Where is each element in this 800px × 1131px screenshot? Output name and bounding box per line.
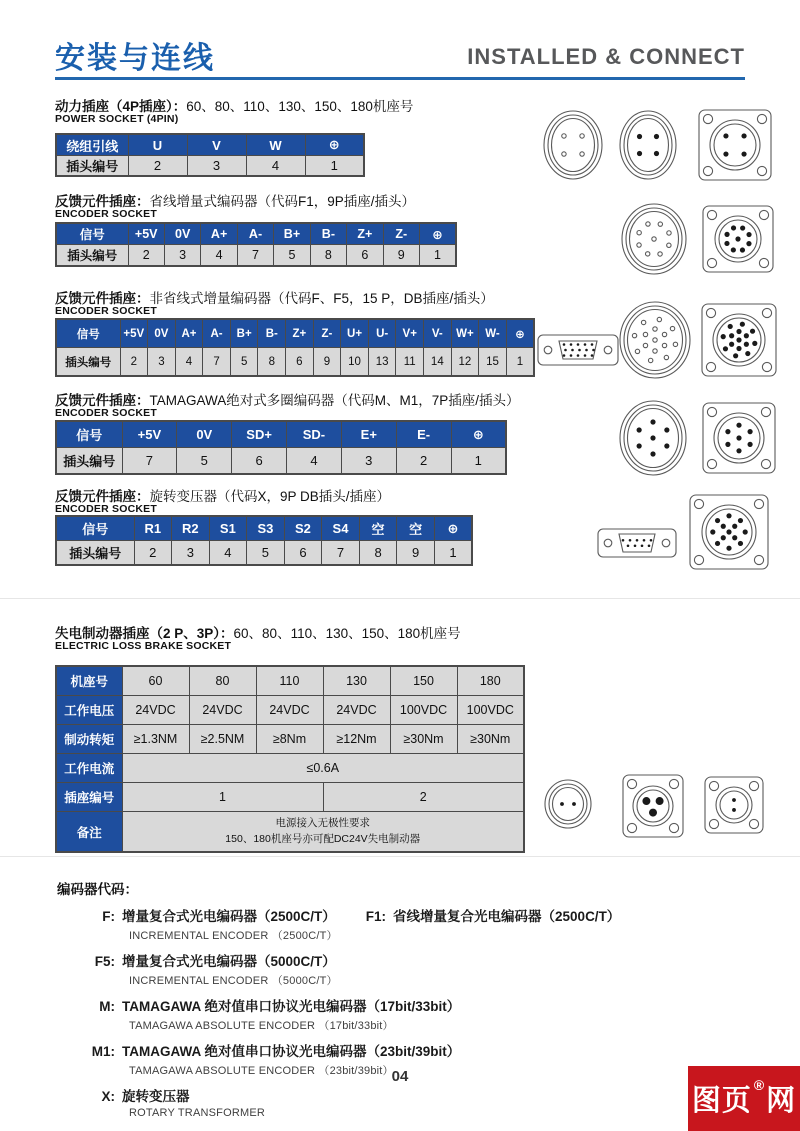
signal-cell: 0V bbox=[177, 421, 232, 448]
encoder-code-en: TAMAGAWA ABSOLUTE ENCODER （23bit/39bit） bbox=[129, 1065, 394, 1077]
frame-size-cell: 150 bbox=[390, 666, 457, 696]
brake-section-title bbox=[55, 622, 461, 642]
flange-socket-4pin bbox=[698, 109, 772, 181]
watermark-text-tail: 网 bbox=[766, 1085, 797, 1117]
frame-size-row-label: 机座号 bbox=[56, 666, 122, 696]
signal-cell: +5V bbox=[120, 319, 148, 348]
signal-cell: SD- bbox=[287, 421, 342, 448]
row-label: 插头编号 bbox=[56, 245, 128, 267]
torque-cell: ≥30Nm bbox=[457, 725, 524, 754]
frame-size-row bbox=[56, 666, 524, 696]
note-cell bbox=[122, 812, 524, 853]
brake-section-subtitle: ELECTRIC LOSS BRAKE SOCKET bbox=[55, 640, 232, 652]
frame-size-cell: 80 bbox=[189, 666, 256, 696]
signal-cell: 0V bbox=[164, 223, 200, 245]
pin-number-cell: 14 bbox=[424, 348, 452, 377]
pin-number-cell: 9 bbox=[383, 245, 419, 267]
torque-cell: ≥30Nm bbox=[390, 725, 457, 754]
section-3-title-bold: 反馈元件插座： bbox=[55, 291, 150, 306]
row-label: 插头编号 bbox=[56, 541, 134, 566]
section-4-subtitle: ENCODER SOCKET bbox=[55, 407, 157, 419]
round-plug-7pin bbox=[619, 400, 687, 476]
signal-cell: E- bbox=[396, 421, 451, 448]
socket-group-2-cell: 2 bbox=[323, 783, 524, 812]
pin-number-cell: 8 bbox=[258, 348, 286, 377]
socket-number-row-label: 插座编号 bbox=[56, 783, 122, 812]
signal-header-row bbox=[56, 516, 472, 541]
pin-number-cell: 11 bbox=[396, 348, 424, 377]
voltage-cell: 24VDC bbox=[256, 696, 323, 725]
pin-table-5 bbox=[55, 515, 473, 566]
pin-number-cell: 2 bbox=[128, 245, 164, 267]
current-cell: ≤0.6A bbox=[122, 754, 524, 783]
pin-table-3 bbox=[55, 318, 535, 377]
signal-header-row bbox=[56, 421, 506, 448]
signal-header-row bbox=[56, 319, 534, 348]
signal-cell: R2 bbox=[172, 516, 210, 541]
signal-cell: W bbox=[246, 134, 305, 156]
signal-cell: +5V bbox=[122, 421, 177, 448]
signal-header-row bbox=[56, 223, 456, 245]
signal-cell: B- bbox=[258, 319, 286, 348]
section-1-title bbox=[55, 95, 413, 115]
encoder-code-line bbox=[57, 995, 717, 1015]
encoder-code-cn-inline: 省线增量复合光电编码器（2500C/T） bbox=[393, 909, 621, 924]
flange-socket-15pin bbox=[701, 303, 777, 377]
encoder-code-en: INCREMENTAL ENCODER （2500C/T） bbox=[129, 930, 338, 942]
flange-plug-3pin bbox=[622, 774, 684, 838]
signal-cell: B+ bbox=[274, 223, 310, 245]
pin-number-cell: 7 bbox=[237, 245, 273, 267]
section-2-title-bold: 反馈元件插座： bbox=[55, 194, 150, 209]
encoder-code-key-inline: F1: bbox=[365, 909, 387, 924]
pin-number-cell: 6 bbox=[284, 541, 322, 566]
pin-number-cell: 2 bbox=[396, 448, 451, 475]
encoder-codes-title: 编码器代码： bbox=[57, 882, 138, 897]
section-5-subtitle: ENCODER SOCKET bbox=[55, 503, 157, 515]
current-row bbox=[56, 754, 524, 783]
title-underline bbox=[55, 77, 745, 80]
voltage-cell: 24VDC bbox=[323, 696, 390, 725]
section-1-title-bold: 动力插座（4P插座）： bbox=[55, 99, 187, 114]
pin-number-cell: 5 bbox=[230, 348, 258, 377]
pin-number-cell: 1 bbox=[305, 156, 364, 177]
signal-cell: U+ bbox=[341, 319, 369, 348]
header-label: 信号 bbox=[56, 223, 128, 245]
pin-number-cell: 12 bbox=[451, 348, 479, 377]
pin-number-cell: 7 bbox=[122, 448, 177, 475]
frame-size-cell: 130 bbox=[323, 666, 390, 696]
signal-cell: S4 bbox=[322, 516, 360, 541]
pin-number-cell: 5 bbox=[247, 541, 285, 566]
round-socket-2pin bbox=[544, 779, 592, 829]
flange-socket-9pin bbox=[702, 205, 774, 273]
signal-cell: W+ bbox=[451, 319, 479, 348]
pin-number-cell: 6 bbox=[232, 448, 287, 475]
encoder-code-line bbox=[57, 905, 717, 925]
voltage-cell: 100VDC bbox=[457, 696, 524, 725]
section-3-title bbox=[55, 287, 494, 307]
section-1-title-rest: 60、80、110、130、150、180机座号 bbox=[186, 99, 414, 114]
pin-number-cell: 3 bbox=[172, 541, 210, 566]
pin-number-cell: 8 bbox=[359, 541, 397, 566]
voltage-row bbox=[56, 696, 524, 725]
pin-number-cell: 4 bbox=[246, 156, 305, 177]
voltage-cell: 24VDC bbox=[122, 696, 189, 725]
pin-number-cell: 6 bbox=[286, 348, 314, 377]
section-5-title-bold: 反馈元件插座： bbox=[55, 489, 150, 504]
socket-group-1-cell: 1 bbox=[122, 783, 323, 812]
signal-cell: V- bbox=[424, 319, 452, 348]
pin-number-cell: 3 bbox=[148, 348, 176, 377]
pin-number-cell: 8 bbox=[310, 245, 346, 267]
brake-section-title-bold: 失电制动器插座（2 P、3P）： bbox=[55, 626, 234, 641]
header-label: 信号 bbox=[56, 319, 120, 348]
ground-symbol-cell: ⊕ bbox=[451, 421, 506, 448]
signal-cell: B+ bbox=[230, 319, 258, 348]
round-socket-9pin bbox=[621, 203, 687, 275]
encoder-code-en: TAMAGAWA ABSOLUTE ENCODER （17bit/33bit） bbox=[129, 1020, 394, 1032]
pin-number-cell: 10 bbox=[341, 348, 369, 377]
encoder-code-key: F5: bbox=[94, 954, 115, 969]
signal-cell: U- bbox=[368, 319, 396, 348]
signal-cell: W- bbox=[479, 319, 507, 348]
encoder-code-cn: 旋转变压器 bbox=[122, 1089, 190, 1104]
pin-number-cell: 6 bbox=[347, 245, 383, 267]
frame-size-cell: 110 bbox=[256, 666, 323, 696]
voltage-cell: 100VDC bbox=[390, 696, 457, 725]
section-4-title-bold: 反馈元件插座： bbox=[55, 393, 150, 408]
header-label: 绕组引线 bbox=[56, 134, 128, 156]
encoder-code-key: F: bbox=[102, 909, 115, 924]
pin-number-row bbox=[56, 348, 534, 377]
section-4-title-rest: TAMAGAWA绝对式多圈编码器（代码M、M1，7P插座/插头） bbox=[149, 393, 520, 408]
db9-connector bbox=[597, 522, 677, 564]
encoder-code-line bbox=[57, 950, 717, 970]
section-divider-top bbox=[0, 598, 800, 599]
signal-cell: E+ bbox=[341, 421, 396, 448]
pin-number-cell: 7 bbox=[203, 348, 231, 377]
pin-number-cell: 4 bbox=[209, 541, 247, 566]
pin-number-cell: 2 bbox=[134, 541, 172, 566]
note-row bbox=[56, 812, 524, 853]
pin-table-2 bbox=[55, 222, 457, 267]
signal-cell: Z+ bbox=[286, 319, 314, 348]
section-3-title-rest: 非省线式增量编码器（代码F、F5，15 P，DB插座/插头） bbox=[149, 291, 494, 306]
note-line-2: 150、180机座号亦可配DC24V失电制动器 bbox=[225, 832, 421, 845]
pin-number-cell: 3 bbox=[341, 448, 396, 475]
signal-cell: A- bbox=[203, 319, 231, 348]
pin-number-cell: 3 bbox=[164, 245, 200, 267]
pin-number-cell: 1 bbox=[506, 348, 534, 377]
pin-number-row bbox=[56, 448, 506, 475]
pin-number-cell: 7 bbox=[322, 541, 360, 566]
encoder-code-cn: TAMAGAWA 绝对值串口协议光电编码器（23bit/39bit） bbox=[122, 1044, 461, 1059]
flange-socket-7pin bbox=[702, 402, 776, 474]
torque-row-label: 制动转矩 bbox=[56, 725, 122, 754]
section-5-title-rest: 旋转变压器（代码X，9P DB插头/插座） bbox=[149, 489, 391, 504]
pin-number-cell: 15 bbox=[479, 348, 507, 377]
note-line-1: 电源接入无极性要求 bbox=[275, 817, 370, 830]
pin-number-cell: 5 bbox=[274, 245, 310, 267]
header-label: 信号 bbox=[56, 516, 134, 541]
page-number: 04 bbox=[391, 1068, 409, 1085]
socket-number-row bbox=[56, 783, 524, 812]
pin-number-cell: 1 bbox=[434, 541, 472, 566]
row-label: 插头编号 bbox=[56, 156, 128, 177]
signal-header-row bbox=[56, 134, 364, 156]
page-title-cn: 安装与连线 bbox=[55, 42, 215, 75]
db15-connector bbox=[537, 328, 619, 372]
encoder-code-cn: 增量复合式光电编码器（5000C/T） bbox=[122, 954, 336, 969]
signal-cell: SD+ bbox=[232, 421, 287, 448]
brake-section-title-rest: 60、80、110、130、150、180机座号 bbox=[233, 626, 461, 641]
ground-symbol-cell: ⊕ bbox=[506, 319, 534, 348]
section-5-title bbox=[55, 485, 390, 505]
signal-cell: +5V bbox=[128, 223, 164, 245]
torque-cell: ≥12Nm bbox=[323, 725, 390, 754]
row-label: 插头编号 bbox=[56, 448, 122, 475]
watermark-text-main: 图页 bbox=[691, 1085, 752, 1117]
page-title-en: INSTALLED & CONNECT bbox=[467, 44, 745, 69]
row-label: 插头编号 bbox=[56, 348, 120, 377]
ground-symbol-cell: ⊕ bbox=[420, 223, 457, 245]
voltage-row-label: 工作电压 bbox=[56, 696, 122, 725]
watermark-registered-icon: ® bbox=[753, 1076, 765, 1093]
pin-number-cell: 9 bbox=[397, 541, 435, 566]
pin-number-cell: 1 bbox=[420, 245, 457, 267]
voltage-cell: 24VDC bbox=[189, 696, 256, 725]
signal-cell: Z- bbox=[313, 319, 341, 348]
pin-number-cell: 13 bbox=[368, 348, 396, 377]
encoder-code-key: M: bbox=[99, 999, 115, 1014]
signal-cell: 0V bbox=[148, 319, 176, 348]
section-2-subtitle: ENCODER SOCKET bbox=[55, 208, 157, 220]
encoder-code-line bbox=[57, 1040, 717, 1060]
signal-cell: 空 bbox=[397, 516, 435, 541]
signal-cell: A- bbox=[237, 223, 273, 245]
signal-cell: A+ bbox=[201, 223, 237, 245]
flange-socket-multipin bbox=[689, 494, 769, 570]
section-4-title bbox=[55, 389, 520, 409]
pin-table-1 bbox=[55, 133, 365, 177]
pin-number-row bbox=[56, 541, 472, 566]
pin-number-cell: 2 bbox=[120, 348, 148, 377]
flange-socket-2pin bbox=[704, 776, 764, 834]
site-watermark bbox=[688, 1066, 800, 1131]
pin-number-row bbox=[56, 245, 456, 267]
round-socket-4pin bbox=[543, 110, 603, 180]
header-label: 信号 bbox=[56, 421, 122, 448]
signal-cell: V bbox=[187, 134, 246, 156]
current-row-label: 工作电流 bbox=[56, 754, 122, 783]
pin-number-cell: 4 bbox=[175, 348, 203, 377]
section-2-title-rest: 省线增量式编码器（代码F1，9P插座/插头） bbox=[149, 194, 416, 209]
section-3-subtitle: ENCODER SOCKET bbox=[55, 305, 157, 317]
pin-number-cell: 5 bbox=[177, 448, 232, 475]
encoder-code-en: ROTARY TRANSFORMER bbox=[129, 1107, 266, 1119]
encoder-code-cn: 增量复合式光电编码器（2500C/T） bbox=[122, 909, 336, 924]
section-2-title bbox=[55, 190, 415, 210]
round-socket-15pin bbox=[619, 301, 691, 379]
signal-cell: B- bbox=[310, 223, 346, 245]
pin-number-cell: 9 bbox=[313, 348, 341, 377]
frame-size-cell: 60 bbox=[122, 666, 189, 696]
signal-cell: A+ bbox=[175, 319, 203, 348]
pin-table-4 bbox=[55, 420, 507, 475]
ground-symbol-cell: ⊕ bbox=[305, 134, 364, 156]
section-divider-bottom bbox=[0, 856, 800, 857]
pin-number-cell: 1 bbox=[451, 448, 506, 475]
torque-cell: ≥2.5NM bbox=[189, 725, 256, 754]
signal-cell: S1 bbox=[209, 516, 247, 541]
signal-cell: S3 bbox=[247, 516, 285, 541]
encoder-code-en: INCREMENTAL ENCODER （5000C/T） bbox=[129, 975, 338, 987]
torque-cell: ≥8Nm bbox=[256, 725, 323, 754]
signal-cell: R1 bbox=[134, 516, 172, 541]
encoder-code-line bbox=[57, 1085, 717, 1105]
ground-symbol-cell: ⊕ bbox=[434, 516, 472, 541]
signal-cell: 空 bbox=[359, 516, 397, 541]
pin-number-row bbox=[56, 156, 364, 177]
encoder-code-key: X: bbox=[101, 1089, 115, 1104]
torque-row bbox=[56, 725, 524, 754]
brake-table bbox=[55, 665, 525, 853]
pin-number-cell: 3 bbox=[187, 156, 246, 177]
signal-cell: U bbox=[128, 134, 187, 156]
encoder-code-key: M1: bbox=[91, 1044, 115, 1059]
signal-cell: S2 bbox=[284, 516, 322, 541]
note-label: 备注 bbox=[56, 812, 122, 853]
pin-number-cell: 4 bbox=[201, 245, 237, 267]
encoder-code-cn: TAMAGAWA 绝对值串口协议光电编码器（17bit/33bit） bbox=[122, 999, 461, 1014]
signal-cell: Z+ bbox=[347, 223, 383, 245]
round-plug-4pin bbox=[619, 110, 677, 180]
frame-size-cell: 180 bbox=[457, 666, 524, 696]
pin-number-cell: 4 bbox=[287, 448, 342, 475]
pin-number-cell: 2 bbox=[128, 156, 187, 177]
section-1-subtitle: POWER SOCKET (4PIN) bbox=[55, 113, 179, 125]
torque-cell: ≥1.3NM bbox=[122, 725, 189, 754]
signal-cell: Z- bbox=[383, 223, 419, 245]
signal-cell: V+ bbox=[396, 319, 424, 348]
